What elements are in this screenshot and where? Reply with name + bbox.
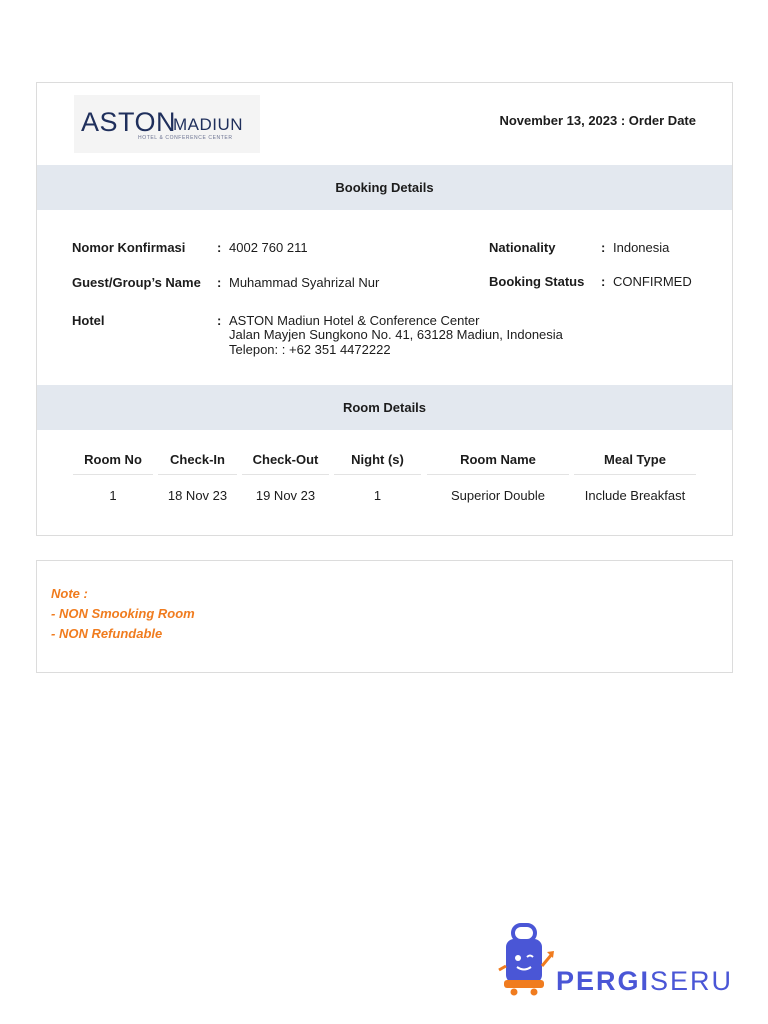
logo-sub-text: MADIUN [173,115,244,134]
colon: : [601,274,606,289]
table-header-check-in: Check-In [158,453,237,475]
colon: : [217,313,222,328]
hotel-address: Jalan Mayjen Sungkono No. 41, 63128 Madiun, Indonesia [229,327,563,342]
brand-name-part2: SERU [650,966,734,996]
table-cell-room-no: 1 [109,488,117,503]
booking-details-header: Booking Details [37,165,732,210]
logo-tagline: HOTEL & CONFERENCE CENTER [138,135,233,141]
hotel-logo [74,95,260,153]
brand-name [556,967,733,995]
nationality-label: Nationality [489,240,556,255]
table-cell-nights: 1 [373,488,382,503]
table-header-room-no: Room No [73,453,153,475]
table-cell-room-name: Superior Double [451,488,545,503]
guest-value: Muhammad Syahrizal Nur [229,275,380,290]
table-header-check-out: Check-Out [242,453,329,475]
pergiseru-logo [496,922,736,998]
status-label: Booking Status [489,274,585,289]
status-value: CONFIRMED [613,274,692,289]
note-card [36,560,733,673]
note-item: - NON Refundable [51,626,163,641]
guest-label: Guest/Group’s Name [72,275,201,290]
hotel-label: Hotel [72,313,105,328]
logo-main-text: ASTON [81,107,177,137]
colon: : [217,240,222,255]
hotel-phone: Telepon: : +62 351 4472222 [229,342,391,357]
confirmation-label: Nomor Konfirmasi [72,240,186,255]
table-cell-check-out: 19 Nov 23 [255,488,316,503]
nationality-value: Indonesia [613,240,670,255]
table-header-nights: Night (s) [334,453,421,475]
table-header-meal-type: Meal Type [574,453,696,475]
room-details-header: Room Details [37,385,732,430]
table-cell-check-in: 18 Nov 23 [167,488,228,503]
confirmation-value: 4002 760 211 [229,240,308,255]
table-header-room-name: Room Name [427,453,569,475]
hotel-name: ASTON Madiun Hotel & Conference Center [229,313,480,328]
note-item: - NON Smooking Room [51,606,195,621]
table-cell-meal-type: Include Breakfast [584,488,686,503]
luggage-mascot-icon [496,922,558,998]
booking-card [36,82,733,536]
note-title: Note : [51,586,88,601]
colon: : [217,275,222,290]
order-date: November 13, 2023 : Order Date [499,113,696,128]
colon: : [601,240,606,255]
brand-name-part1: PERGI [556,966,651,996]
